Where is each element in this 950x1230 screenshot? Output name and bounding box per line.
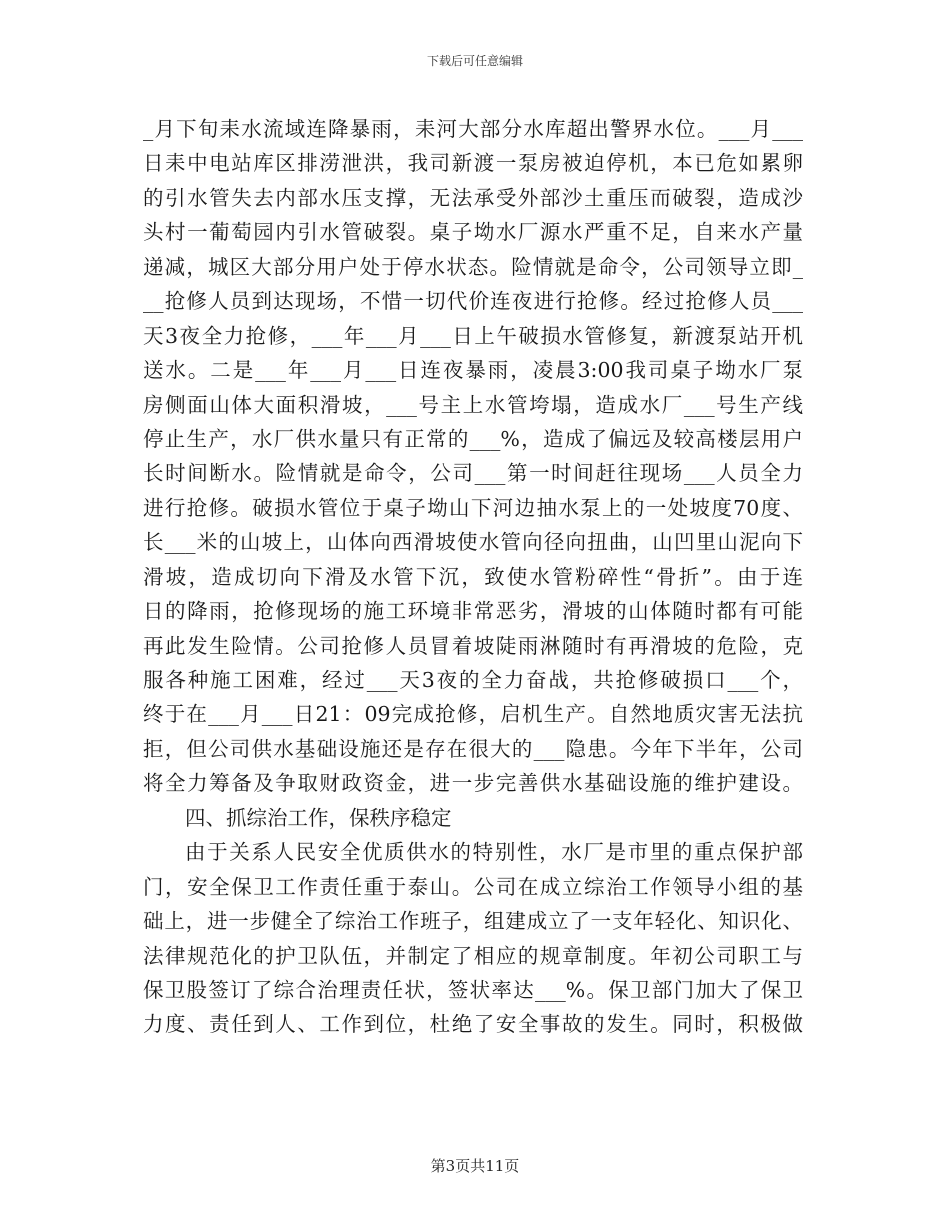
text-line: 长时间断水。险情就是命令，公司___第一时间赶往现场___人员全力 [143,461,803,486]
page-header: 下载后可任意编辑 [426,54,523,68]
text-line: 将全力筹备及争取财政资金，进一步完善供水基础设施的维护建设。 [143,771,803,796]
text-line: 递减，城区大部分用户处于停水状态。险情就是命令，公司领导立即_ [143,254,803,279]
text-line: 停止生产，水厂供水量只有正常的___%，造成了偏远及较高楼层用户 [143,426,803,451]
text-line: 房侧面山体大面积滑坡，___号主上水管垮塌，造成水厂___号生产线 [143,392,803,417]
text-line: _月下旬耒水流域连降暴雨，耒河大部分水库超出警界水位。___月___ [143,117,803,141]
text-line: 再此发生险情。公司抢修人员冒着坡陡雨淋随时有再滑坡的危险，克 [143,633,803,658]
text-line: 力度、责任到人、工作到位，杜绝了安全事故的发生。同时，积极做 [143,1012,803,1037]
text-line: 头村一葡萄园内引水管破裂。桌子坳水厂源水严重不足，自来水产量 [143,220,803,245]
text-line: 送水。二是___年___月___日连夜暴雨，凌晨3:00我司桌子坳水厂泵 [143,358,803,383]
text-line: 保卫股签订了综合治理责任状，签状率达___%。保卫部门加大了保卫 [143,977,803,1002]
text-line: 天3夜全力抢修，___年___月___日上午破损水管修复，新渡泵站开机 [143,323,803,348]
text-line: 拒，但公司供水基础设施还是存在很大的___隐患。今年下半年，公司 [143,736,803,761]
text-line: 长___米的山坡上，山体向西滑坡使水管向径向扭曲，山凹里山泥向下 [143,530,803,555]
page-number: 第3页共11页 [430,1157,520,1175]
text-line: 门，安全保卫工作责任重于泰山。公司在成立综治工作领导小组的基 [143,874,803,899]
text-line: 日的降雨，抢修现场的施工环境非常恶劣，滑坡的山体随时都有可能 [143,599,803,624]
text-line: 四、抓综治工作，保秩序稳定 [185,805,452,830]
text-line: 日耒中电站库区排涝泄洪，我司新渡一泵房被迫停机，本已危如累卵 [143,151,803,176]
text-line: 由于关系人民安全优质供水的特别性，水厂是市里的重点保护部 [185,840,803,865]
text-line: 滑坡，造成切向下滑及水管下沉，致使水管粉碎性“骨折”。由于连 [143,564,803,589]
text-line: 法律规范化的护卫队伍，并制定了相应的规章制度。年初公司职工与 [143,943,803,968]
text-line: __抢修人员到达现场，不惜一切代价连夜进行抢修。经过抢修人员___ [143,289,803,314]
text-line: 的引水管失去内部水压支撑，无法承受外部沙土重压而破裂，造成沙 [143,185,803,210]
text-line: 础上，进一步健全了综治工作班子，组建成立了一支年轻化、知识化、 [143,909,803,934]
text-line: 进行抢修。破损水管位于桌子坳山下河边抽水泵上的一处坡度70度、 [143,495,803,520]
body-text [143,112,803,1042]
text-line: 服各种施工困难，经过___天3夜的全力奋战，共抢修破损口___个， [143,668,803,692]
text-line: 终于在___月___日21：09完成抢修，启机生产。自然地质灾害无法抗 [143,702,803,727]
